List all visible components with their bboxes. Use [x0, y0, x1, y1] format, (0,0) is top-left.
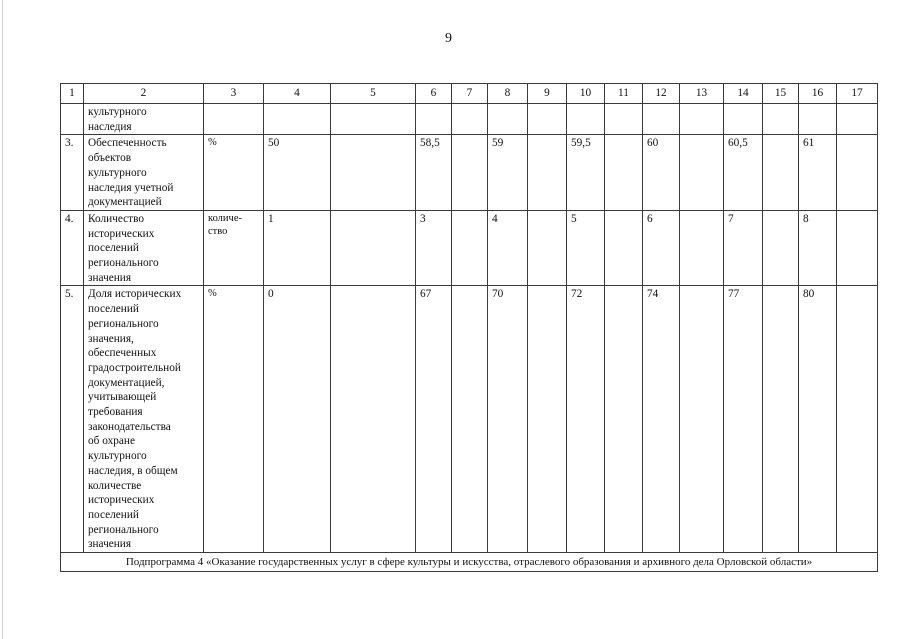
value-cell-col-16	[799, 104, 837, 135]
value-cell-col-16: 61	[799, 135, 837, 211]
value-cell-col-5	[331, 210, 416, 286]
value-cell-col-9	[528, 135, 567, 211]
value-cell-col-10: 59,5	[567, 135, 605, 211]
value-cell-col-12: 74	[643, 286, 680, 553]
value-cell-col-10: 72	[567, 286, 605, 553]
value-cell-col-4: 50	[264, 135, 331, 211]
page-number: 9	[445, 31, 452, 46]
row-number-cell: 5.	[61, 286, 84, 553]
table-row	[61, 210, 878, 286]
value-cell-col-8: 70	[488, 286, 528, 553]
value-cell-col-9	[528, 286, 567, 553]
value-cell-col-12	[643, 104, 680, 135]
value-cell-col-7	[452, 104, 488, 135]
indicator-name-cell: культурного наследия	[84, 104, 204, 135]
header-cell-16: 16	[799, 84, 837, 104]
header-cell-6: 6	[416, 84, 452, 104]
row-number-cell: 3.	[61, 135, 84, 211]
header-cell-15: 15	[763, 84, 799, 104]
value-cell-col-17	[837, 210, 878, 286]
value-cell-col-6	[416, 104, 452, 135]
table-row	[61, 286, 878, 553]
value-cell-col-15	[763, 135, 799, 211]
unit-cell	[204, 104, 264, 135]
value-cell-col-17	[837, 104, 878, 135]
value-cell-col-5	[331, 104, 416, 135]
value-cell-col-17	[837, 135, 878, 211]
value-cell-col-16: 8	[799, 210, 837, 286]
value-cell-col-13	[680, 104, 724, 135]
value-cell-col-7	[452, 286, 488, 553]
value-cell-col-14: 60,5	[724, 135, 763, 211]
unit-cell: %	[204, 286, 264, 553]
value-cell-col-6: 3	[416, 210, 452, 286]
value-cell-col-17	[837, 286, 878, 553]
header-cell-11: 11	[605, 84, 643, 104]
row-number-cell: 4.	[61, 210, 84, 286]
value-cell-col-14	[724, 104, 763, 135]
value-cell-col-4	[264, 104, 331, 135]
header-cell-7: 7	[452, 84, 488, 104]
indicators-table	[60, 83, 878, 572]
header-cell-13: 13	[680, 84, 724, 104]
value-cell-col-5	[331, 135, 416, 211]
header-cell-3: 3	[204, 84, 264, 104]
indicator-name-cell: Количество исторических поселений регионального значения	[84, 210, 204, 286]
table-row	[61, 135, 878, 211]
value-cell-col-11	[605, 210, 643, 286]
value-cell-col-12: 60	[643, 135, 680, 211]
value-cell-col-4: 1	[264, 210, 331, 286]
value-cell-col-11	[605, 286, 643, 553]
value-cell-col-10	[567, 104, 605, 135]
value-cell-col-16: 80	[799, 286, 837, 553]
header-cell-4: 4	[264, 84, 331, 104]
value-cell-col-15	[763, 286, 799, 553]
value-cell-col-13	[680, 286, 724, 553]
table-row	[61, 104, 878, 135]
indicator-name-cell: Доля исторических поселений регионального значения, обеспеченных градостроительной документацией, учитывающей требования законодательства об охране культурного наследия, в общем количестве исторических поселений регионального значения	[84, 286, 204, 553]
table-body	[61, 84, 878, 572]
unit-cell: количе- ство	[204, 210, 264, 286]
header-cell-8: 8	[488, 84, 528, 104]
value-cell-col-14: 7	[724, 210, 763, 286]
subprogram-title: Подпрограмма 4 «Оказание государственных услуг в сфере культуры и искусства, отраслевого образования и архивного дела Орловской области»	[61, 553, 878, 572]
value-cell-col-8	[488, 104, 528, 135]
header-cell-17: 17	[837, 84, 878, 104]
value-cell-col-7	[452, 210, 488, 286]
value-cell-col-5	[331, 286, 416, 553]
row-number-cell	[61, 104, 84, 135]
value-cell-col-12: 6	[643, 210, 680, 286]
value-cell-col-8: 4	[488, 210, 528, 286]
header-cell-9: 9	[528, 84, 567, 104]
value-cell-col-13	[680, 210, 724, 286]
header-cell-5: 5	[331, 84, 416, 104]
header-cell-10: 10	[567, 84, 605, 104]
value-cell-col-7	[452, 135, 488, 211]
page-left-edge	[2, 0, 3, 639]
header-cell-14: 14	[724, 84, 763, 104]
value-cell-col-4: 0	[264, 286, 331, 553]
value-cell-col-9	[528, 104, 567, 135]
value-cell-col-15	[763, 104, 799, 135]
value-cell-col-9	[528, 210, 567, 286]
header-cell-12: 12	[643, 84, 680, 104]
header-cell-1: 1	[61, 84, 84, 104]
header-row	[61, 84, 878, 104]
unit-cell: %	[204, 135, 264, 211]
value-cell-col-11	[605, 104, 643, 135]
value-cell-col-6: 58,5	[416, 135, 452, 211]
value-cell-col-10: 5	[567, 210, 605, 286]
value-cell-col-11	[605, 135, 643, 211]
value-cell-col-13	[680, 135, 724, 211]
subprogram-row	[61, 553, 878, 572]
value-cell-col-8: 59	[488, 135, 528, 211]
value-cell-col-6: 67	[416, 286, 452, 553]
header-cell-2: 2	[84, 84, 204, 104]
indicator-name-cell: Обеспеченность объектов культурного наследия учетной документацией	[84, 135, 204, 211]
value-cell-col-15	[763, 210, 799, 286]
value-cell-col-14: 77	[724, 286, 763, 553]
